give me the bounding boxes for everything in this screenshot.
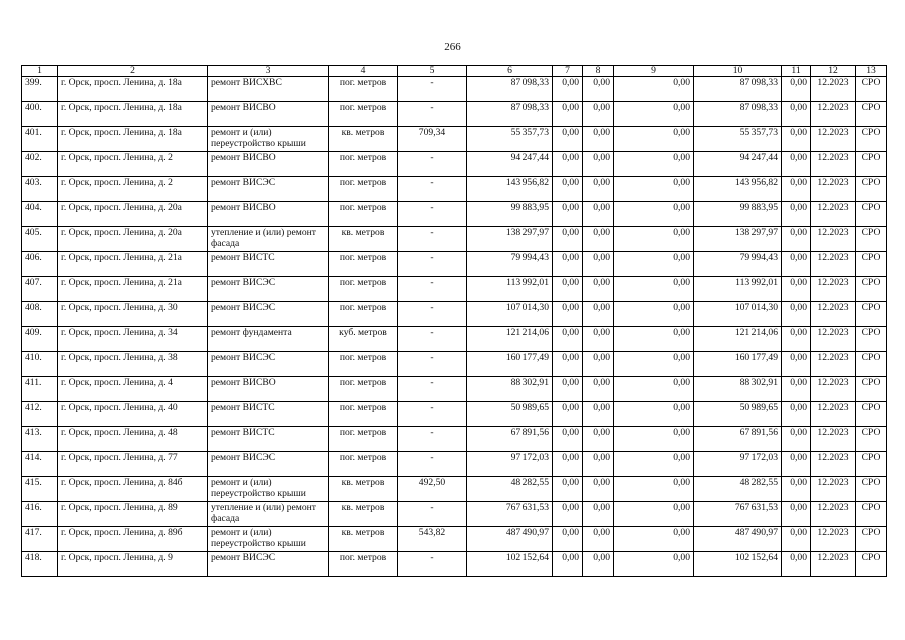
cell-other-funds: 0,00	[782, 452, 811, 477]
cell-owners-funds: 48 282,55	[694, 477, 782, 502]
cell-row-number: 414.	[22, 452, 58, 477]
cell-work-type: ремонт ВИСЭС	[208, 352, 329, 377]
cell-fund-regional: 0,00	[583, 102, 614, 127]
cell-quantity: -	[398, 102, 467, 127]
cell-fund-regional: 0,00	[583, 377, 614, 402]
cell-fund-local: 0,00	[614, 252, 694, 277]
cell-unit: кв. метров	[329, 527, 398, 552]
table-row	[22, 352, 887, 377]
cell-owners-funds: 94 247,44	[694, 152, 782, 177]
cell-row-number: 417.	[22, 527, 58, 552]
column-number-1: 1	[22, 66, 58, 77]
cell-quantity: -	[398, 377, 467, 402]
cell-fund-federal: 0,00	[553, 252, 583, 277]
cell-deadline: 12.2023	[811, 227, 856, 252]
cell-work-type: ремонт ВИСТС	[208, 427, 329, 452]
cell-total-cost: 99 883,95	[467, 202, 553, 227]
cell-deadline: 12.2023	[811, 552, 856, 577]
cell-fund-local: 0,00	[614, 527, 694, 552]
cell-total-cost: 50 989,65	[467, 402, 553, 427]
cell-fund-federal: 0,00	[553, 552, 583, 577]
cell-fund-federal: 0,00	[553, 127, 583, 152]
cell-method: СРО	[856, 202, 887, 227]
cell-row-number: 416.	[22, 502, 58, 527]
cell-quantity: -	[398, 452, 467, 477]
cell-total-cost: 94 247,44	[467, 152, 553, 177]
table-row	[22, 277, 887, 302]
table-row	[22, 427, 887, 452]
cell-work-type: ремонт фундамента	[208, 327, 329, 352]
table-row	[22, 227, 887, 252]
table-row	[22, 452, 887, 477]
cell-deadline: 12.2023	[811, 427, 856, 452]
cell-fund-local: 0,00	[614, 377, 694, 402]
cell-total-cost: 138 297,97	[467, 227, 553, 252]
page-number: 266	[444, 41, 461, 53]
cell-work-type: ремонт ВИСХВС	[208, 77, 329, 102]
cell-owners-funds: 99 883,95	[694, 202, 782, 227]
cell-owners-funds: 487 490,97	[694, 527, 782, 552]
cell-total-cost: 87 098,33	[467, 102, 553, 127]
column-number-5: 5	[398, 66, 467, 77]
cell-total-cost: 55 357,73	[467, 127, 553, 152]
cell-row-number: 405.	[22, 227, 58, 252]
cell-fund-regional: 0,00	[583, 177, 614, 202]
cell-fund-regional: 0,00	[583, 477, 614, 502]
cell-method: СРО	[856, 427, 887, 452]
cell-fund-regional: 0,00	[583, 327, 614, 352]
cell-fund-federal: 0,00	[553, 352, 583, 377]
column-number-8: 8	[583, 66, 614, 77]
cell-total-cost: 121 214,06	[467, 327, 553, 352]
works-table	[21, 65, 887, 577]
cell-other-funds: 0,00	[782, 402, 811, 427]
cell-fund-regional: 0,00	[583, 277, 614, 302]
cell-fund-federal: 0,00	[553, 227, 583, 252]
cell-fund-local: 0,00	[614, 277, 694, 302]
table-row	[22, 527, 887, 552]
cell-total-cost: 113 992,01	[467, 277, 553, 302]
cell-fund-federal: 0,00	[553, 77, 583, 102]
cell-fund-local: 0,00	[614, 102, 694, 127]
cell-other-funds: 0,00	[782, 552, 811, 577]
cell-address: г. Орск, просп. Ленина, д. 18а	[58, 77, 208, 102]
cell-quantity: 492,50	[398, 477, 467, 502]
cell-fund-regional: 0,00	[583, 402, 614, 427]
cell-quantity: -	[398, 402, 467, 427]
cell-work-type: ремонт и (или) переустройство крыши	[208, 477, 329, 502]
cell-fund-federal: 0,00	[553, 302, 583, 327]
cell-quantity: -	[398, 327, 467, 352]
cell-unit: пог. метров	[329, 277, 398, 302]
cell-deadline: 12.2023	[811, 502, 856, 527]
cell-work-type: ремонт ВИСВО	[208, 377, 329, 402]
cell-method: СРО	[856, 327, 887, 352]
cell-fund-regional: 0,00	[583, 202, 614, 227]
cell-quantity: -	[398, 302, 467, 327]
cell-fund-local: 0,00	[614, 477, 694, 502]
cell-work-type: утепление и (или) ремонт фасада	[208, 502, 329, 527]
cell-fund-local: 0,00	[614, 552, 694, 577]
cell-method: СРО	[856, 77, 887, 102]
table-row	[22, 177, 887, 202]
cell-owners-funds: 88 302,91	[694, 377, 782, 402]
column-number-row	[22, 66, 887, 77]
cell-total-cost: 88 302,91	[467, 377, 553, 402]
cell-fund-federal: 0,00	[553, 277, 583, 302]
cell-fund-federal: 0,00	[553, 377, 583, 402]
cell-quantity: -	[398, 77, 467, 102]
cell-row-number: 415.	[22, 477, 58, 502]
table-row	[22, 252, 887, 277]
cell-unit: кв. метров	[329, 227, 398, 252]
cell-deadline: 12.2023	[811, 252, 856, 277]
column-number-12: 12	[811, 66, 856, 77]
cell-total-cost: 143 956,82	[467, 177, 553, 202]
column-number-7: 7	[553, 66, 583, 77]
cell-row-number: 413.	[22, 427, 58, 452]
cell-owners-funds: 143 956,82	[694, 177, 782, 202]
cell-fund-regional: 0,00	[583, 127, 614, 152]
cell-fund-regional: 0,00	[583, 527, 614, 552]
cell-deadline: 12.2023	[811, 402, 856, 427]
cell-fund-federal: 0,00	[553, 152, 583, 177]
cell-other-funds: 0,00	[782, 102, 811, 127]
cell-deadline: 12.2023	[811, 102, 856, 127]
cell-fund-federal: 0,00	[553, 202, 583, 227]
cell-fund-regional: 0,00	[583, 352, 614, 377]
cell-row-number: 418.	[22, 552, 58, 577]
table-row	[22, 77, 887, 102]
cell-work-type: ремонт ВИСЭС	[208, 277, 329, 302]
cell-row-number: 407.	[22, 277, 58, 302]
cell-work-type: ремонт ВИСЭС	[208, 302, 329, 327]
column-number-10: 10	[694, 66, 782, 77]
cell-other-funds: 0,00	[782, 277, 811, 302]
cell-total-cost: 48 282,55	[467, 477, 553, 502]
cell-fund-local: 0,00	[614, 127, 694, 152]
column-number-11: 11	[782, 66, 811, 77]
cell-address: г. Орск, просп. Ленина, д. 89б	[58, 527, 208, 552]
cell-other-funds: 0,00	[782, 377, 811, 402]
cell-method: СРО	[856, 152, 887, 177]
cell-fund-local: 0,00	[614, 402, 694, 427]
cell-deadline: 12.2023	[811, 352, 856, 377]
cell-address: г. Орск, просп. Ленина, д. 89	[58, 502, 208, 527]
cell-other-funds: 0,00	[782, 352, 811, 377]
cell-quantity: -	[398, 352, 467, 377]
table-row	[22, 152, 887, 177]
cell-address: г. Орск, просп. Ленина, д. 38	[58, 352, 208, 377]
cell-row-number: 410.	[22, 352, 58, 377]
cell-row-number: 399.	[22, 77, 58, 102]
cell-row-number: 406.	[22, 252, 58, 277]
cell-quantity: 709,34	[398, 127, 467, 152]
cell-owners-funds: 102 152,64	[694, 552, 782, 577]
table-row	[22, 477, 887, 502]
cell-fund-local: 0,00	[614, 502, 694, 527]
cell-deadline: 12.2023	[811, 152, 856, 177]
cell-fund-local: 0,00	[614, 202, 694, 227]
cell-row-number: 402.	[22, 152, 58, 177]
cell-unit: кв. метров	[329, 477, 398, 502]
cell-owners-funds: 113 992,01	[694, 277, 782, 302]
cell-fund-local: 0,00	[614, 227, 694, 252]
cell-other-funds: 0,00	[782, 527, 811, 552]
cell-owners-funds: 55 357,73	[694, 127, 782, 152]
cell-fund-regional: 0,00	[583, 552, 614, 577]
cell-total-cost: 67 891,56	[467, 427, 553, 452]
cell-other-funds: 0,00	[782, 77, 811, 102]
cell-other-funds: 0,00	[782, 127, 811, 152]
cell-row-number: 408.	[22, 302, 58, 327]
column-number-2: 2	[58, 66, 208, 77]
cell-deadline: 12.2023	[811, 127, 856, 152]
cell-fund-regional: 0,00	[583, 77, 614, 102]
cell-deadline: 12.2023	[811, 202, 856, 227]
cell-deadline: 12.2023	[811, 277, 856, 302]
cell-quantity: -	[398, 552, 467, 577]
cell-fund-federal: 0,00	[553, 177, 583, 202]
cell-method: СРО	[856, 377, 887, 402]
cell-fund-local: 0,00	[614, 177, 694, 202]
cell-work-type: ремонт ВИСТС	[208, 252, 329, 277]
cell-row-number: 403.	[22, 177, 58, 202]
cell-owners-funds: 87 098,33	[694, 102, 782, 127]
cell-quantity: -	[398, 202, 467, 227]
cell-address: г. Орск, просп. Ленина, д. 4	[58, 377, 208, 402]
cell-row-number: 411.	[22, 377, 58, 402]
cell-work-type: ремонт ВИСЭС	[208, 177, 329, 202]
cell-address: г. Орск, просп. Ленина, д. 77	[58, 452, 208, 477]
cell-method: СРО	[856, 477, 887, 502]
cell-fund-regional: 0,00	[583, 502, 614, 527]
cell-address: г. Орск, просп. Ленина, д. 40	[58, 402, 208, 427]
cell-fund-federal: 0,00	[553, 477, 583, 502]
cell-address: г. Орск, просп. Ленина, д. 34	[58, 327, 208, 352]
cell-unit: пог. метров	[329, 427, 398, 452]
table-row	[22, 302, 887, 327]
cell-fund-local: 0,00	[614, 427, 694, 452]
cell-fund-local: 0,00	[614, 77, 694, 102]
table-row	[22, 127, 887, 152]
cell-quantity: -	[398, 252, 467, 277]
cell-quantity: -	[398, 427, 467, 452]
cell-fund-local: 0,00	[614, 152, 694, 177]
cell-address: г. Орск, просп. Ленина, д. 20а	[58, 227, 208, 252]
cell-work-type: утепление и (или) ремонт фасада	[208, 227, 329, 252]
cell-owners-funds: 97 172,03	[694, 452, 782, 477]
cell-other-funds: 0,00	[782, 202, 811, 227]
cell-deadline: 12.2023	[811, 77, 856, 102]
cell-deadline: 12.2023	[811, 527, 856, 552]
table-row	[22, 402, 887, 427]
cell-row-number: 409.	[22, 327, 58, 352]
cell-work-type: ремонт и (или) переустройство крыши	[208, 527, 329, 552]
cell-other-funds: 0,00	[782, 427, 811, 452]
cell-fund-federal: 0,00	[553, 102, 583, 127]
cell-address: г. Орск, просп. Ленина, д. 2	[58, 177, 208, 202]
cell-row-number: 404.	[22, 202, 58, 227]
cell-work-type: ремонт ВИСВО	[208, 102, 329, 127]
cell-owners-funds: 107 014,30	[694, 302, 782, 327]
cell-fund-federal: 0,00	[553, 502, 583, 527]
cell-deadline: 12.2023	[811, 327, 856, 352]
cell-owners-funds: 87 098,33	[694, 77, 782, 102]
cell-address: г. Орск, просп. Ленина, д. 20а	[58, 202, 208, 227]
cell-total-cost: 767 631,53	[467, 502, 553, 527]
cell-fund-local: 0,00	[614, 302, 694, 327]
cell-deadline: 12.2023	[811, 452, 856, 477]
cell-owners-funds: 121 214,06	[694, 327, 782, 352]
cell-address: г. Орск, просп. Ленина, д. 18а	[58, 127, 208, 152]
cell-fund-federal: 0,00	[553, 327, 583, 352]
cell-quantity: -	[398, 277, 467, 302]
cell-method: СРО	[856, 102, 887, 127]
cell-total-cost: 79 994,43	[467, 252, 553, 277]
cell-address: г. Орск, просп. Ленина, д. 30	[58, 302, 208, 327]
cell-quantity: -	[398, 177, 467, 202]
cell-row-number: 401.	[22, 127, 58, 152]
cell-fund-local: 0,00	[614, 452, 694, 477]
cell-unit: пог. метров	[329, 402, 398, 427]
cell-total-cost: 97 172,03	[467, 452, 553, 477]
cell-method: СРО	[856, 502, 887, 527]
cell-method: СРО	[856, 177, 887, 202]
cell-fund-local: 0,00	[614, 352, 694, 377]
cell-fund-regional: 0,00	[583, 227, 614, 252]
column-number-13: 13	[856, 66, 887, 77]
cell-row-number: 412.	[22, 402, 58, 427]
cell-quantity: -	[398, 152, 467, 177]
cell-other-funds: 0,00	[782, 252, 811, 277]
cell-total-cost: 160 177,49	[467, 352, 553, 377]
table-row	[22, 502, 887, 527]
cell-fund-federal: 0,00	[553, 402, 583, 427]
cell-unit: пог. метров	[329, 152, 398, 177]
cell-fund-federal: 0,00	[553, 452, 583, 477]
cell-deadline: 12.2023	[811, 302, 856, 327]
cell-work-type: ремонт ВИСЭС	[208, 452, 329, 477]
cell-deadline: 12.2023	[811, 177, 856, 202]
table-row	[22, 327, 887, 352]
cell-fund-regional: 0,00	[583, 152, 614, 177]
cell-owners-funds: 160 177,49	[694, 352, 782, 377]
cell-address: г. Орск, просп. Ленина, д. 18а	[58, 102, 208, 127]
cell-method: СРО	[856, 302, 887, 327]
cell-quantity: -	[398, 502, 467, 527]
cell-unit: пог. метров	[329, 377, 398, 402]
cell-unit: пог. метров	[329, 202, 398, 227]
cell-unit: пог. метров	[329, 552, 398, 577]
cell-unit: пог. метров	[329, 452, 398, 477]
cell-method: СРО	[856, 127, 887, 152]
cell-owners-funds: 138 297,97	[694, 227, 782, 252]
cell-fund-local: 0,00	[614, 327, 694, 352]
cell-deadline: 12.2023	[811, 477, 856, 502]
cell-unit: пог. метров	[329, 77, 398, 102]
cell-total-cost: 107 014,30	[467, 302, 553, 327]
table-row	[22, 377, 887, 402]
cell-method: СРО	[856, 527, 887, 552]
cell-unit: пог. метров	[329, 302, 398, 327]
cell-address: г. Орск, просп. Ленина, д. 2	[58, 152, 208, 177]
cell-total-cost: 102 152,64	[467, 552, 553, 577]
cell-address: г. Орск, просп. Ленина, д. 21а	[58, 252, 208, 277]
cell-owners-funds: 767 631,53	[694, 502, 782, 527]
column-number-9: 9	[614, 66, 694, 77]
cell-fund-federal: 0,00	[553, 427, 583, 452]
table-row	[22, 552, 887, 577]
table-row	[22, 102, 887, 127]
cell-work-type: ремонт ВИСТС	[208, 402, 329, 427]
cell-method: СРО	[856, 227, 887, 252]
cell-other-funds: 0,00	[782, 152, 811, 177]
cell-unit: кв. метров	[329, 127, 398, 152]
cell-fund-federal: 0,00	[553, 527, 583, 552]
column-number-4: 4	[329, 66, 398, 77]
cell-other-funds: 0,00	[782, 177, 811, 202]
cell-address: г. Орск, просп. Ленина, д. 84б	[58, 477, 208, 502]
cell-unit: пог. метров	[329, 177, 398, 202]
table-body	[22, 77, 887, 577]
cell-fund-regional: 0,00	[583, 302, 614, 327]
cell-method: СРО	[856, 402, 887, 427]
column-number-6: 6	[467, 66, 553, 77]
cell-quantity: -	[398, 227, 467, 252]
cell-fund-regional: 0,00	[583, 252, 614, 277]
cell-fund-regional: 0,00	[583, 427, 614, 452]
cell-row-number: 400.	[22, 102, 58, 127]
cell-unit: кв. метров	[329, 502, 398, 527]
cell-method: СРО	[856, 552, 887, 577]
cell-other-funds: 0,00	[782, 502, 811, 527]
cell-deadline: 12.2023	[811, 377, 856, 402]
cell-other-funds: 0,00	[782, 302, 811, 327]
cell-method: СРО	[856, 452, 887, 477]
cell-owners-funds: 67 891,56	[694, 427, 782, 452]
cell-method: СРО	[856, 352, 887, 377]
cell-owners-funds: 79 994,43	[694, 252, 782, 277]
cell-work-type: ремонт ВИСВО	[208, 152, 329, 177]
cell-other-funds: 0,00	[782, 477, 811, 502]
cell-other-funds: 0,00	[782, 327, 811, 352]
cell-total-cost: 87 098,33	[467, 77, 553, 102]
cell-address: г. Орск, просп. Ленина, д. 9	[58, 552, 208, 577]
cell-unit: куб. метров	[329, 327, 398, 352]
cell-method: СРО	[856, 277, 887, 302]
cell-work-type: ремонт и (или) переустройство крыши	[208, 127, 329, 152]
cell-total-cost: 487 490,97	[467, 527, 553, 552]
cell-work-type: ремонт ВИСВО	[208, 202, 329, 227]
cell-unit: пог. метров	[329, 352, 398, 377]
cell-fund-regional: 0,00	[583, 452, 614, 477]
cell-owners-funds: 50 989,65	[694, 402, 782, 427]
cell-method: СРО	[856, 252, 887, 277]
column-number-3: 3	[208, 66, 329, 77]
cell-unit: пог. метров	[329, 252, 398, 277]
cell-address: г. Орск, просп. Ленина, д. 48	[58, 427, 208, 452]
cell-address: г. Орск, просп. Ленина, д. 21а	[58, 277, 208, 302]
cell-unit: пог. метров	[329, 102, 398, 127]
table-row	[22, 202, 887, 227]
cell-quantity: 543,82	[398, 527, 467, 552]
cell-work-type: ремонт ВИСЭС	[208, 552, 329, 577]
cell-other-funds: 0,00	[782, 227, 811, 252]
